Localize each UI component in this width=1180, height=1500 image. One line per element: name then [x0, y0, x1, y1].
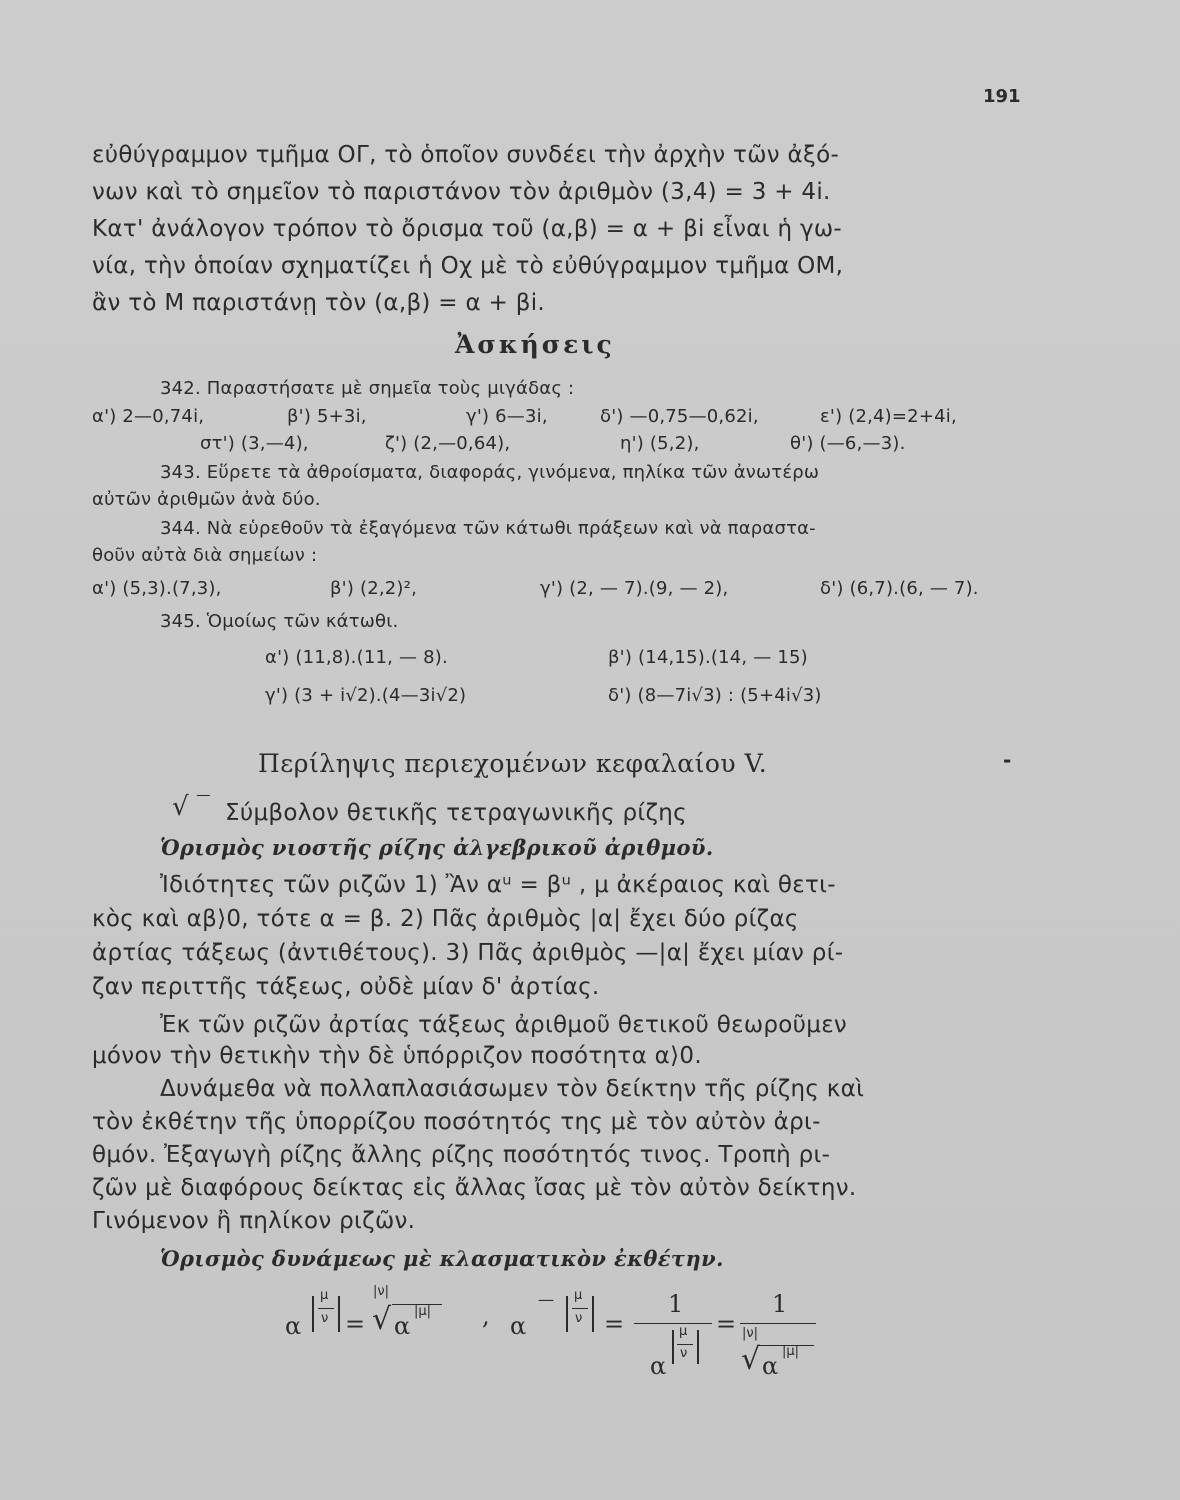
ex342-c: γ') 6—3i,	[466, 406, 548, 427]
exercises-heading: Ἀσκήσεις	[455, 330, 615, 359]
props-line-3: ἀρτίας τάξεως (ἀντιθέτους). 3) Πᾶς ἀριθμὸς —|α| ἔχει μίαν ρί-	[92, 940, 844, 966]
formula-eq-3: =	[716, 1310, 737, 1338]
den-exp-line	[677, 1344, 693, 1345]
frac-line-2	[740, 1323, 816, 1324]
exp-neg: —	[538, 1290, 554, 1309]
ex342-eta: η') (5,2),	[620, 433, 700, 454]
den-exp-num: μ	[679, 1324, 688, 1339]
intro-line-4: νία, τὴν ὁποίαν σχηματίζει ἡ Οχ μὲ τὸ εὐθύγραμμον τμῆμα ΟΜ,	[92, 253, 844, 279]
radicand-1: α	[394, 1312, 411, 1340]
root-symbol: √ ‾	[172, 792, 210, 822]
frac-line-1	[634, 1323, 712, 1324]
root-sign-2: √	[741, 1342, 761, 1377]
ex342-a: α') 2—0,74i,	[92, 406, 205, 427]
root-index-2: |ν|	[742, 1326, 759, 1341]
radicand-exp-2: |μ|	[782, 1344, 800, 1359]
ex345-c: γ') (3 + i√2).(4—3i√2)	[265, 685, 467, 706]
ex344-a: α') (5,3).(7,3),	[92, 578, 222, 599]
ex345-d: δ') (8—7i√3) : (5+4i√3)	[608, 685, 822, 706]
def-power: Ὁρισμὸς δυνάμεως μὲ κλασματικὸν ἐκθέτην.	[160, 1246, 724, 1271]
abs-bar	[697, 1330, 699, 1364]
page-number: 191	[983, 86, 1021, 107]
mult-line-2: τὸν ἐκθέτην τῆς ὑπορρίζου ποσότητός της μὲ τὸν αὐτὸν ἀρι-	[92, 1109, 821, 1135]
exp-num-2: μ	[574, 1288, 583, 1303]
ex344-b: β') (2,2)²,	[330, 578, 417, 599]
ex344-d: δ') (6,7).(6, — 7).	[820, 578, 979, 599]
ex343-line-1: 343. Εὕρετε τὰ ἀθροίσματα, διαφοράς, γινόμενα, πηλίκα τῶν ἀνωτέρω	[160, 462, 820, 483]
props-line-1: Ἰδιότητες τῶν ριζῶν 1) Ἂν αᵘ = βᵘ , μ ἀκέραιος καὶ θετι-	[160, 872, 836, 898]
even-line-2: μόνον τὴν θετικὴν τὴν δὲ ὑπόρριζον ποσότητα α⟩0.	[92, 1043, 702, 1069]
props-line-4: ζαν περιττῆς τάξεως, οὐδὲ μίαν δ' ἀρτίας.	[92, 974, 600, 1000]
ex342-e: ε') (2,4)=2+4i,	[820, 406, 957, 427]
radicand-2: α	[762, 1352, 779, 1380]
intro-line-5: ἂν τὸ Μ παριστάνῃ τὸν (α,β) = α + βi.	[92, 290, 546, 316]
abs-bar	[338, 1296, 340, 1332]
mult-line-3: θμόν. Ἐξαγωγὴ ρίζης ἄλλης ρίζης ποσότητός τινος. Τροπὴ ρι-	[92, 1142, 831, 1168]
ex342-z: ζ') (2,—0,64),	[385, 433, 511, 454]
ex342-text: 342. Παραστήσατε μὲ σημεῖα τοὺς μιγάδας :	[160, 378, 575, 399]
margin-mark: -	[1003, 748, 1012, 772]
ex345-b: β') (14,15).(14, — 15)	[608, 647, 808, 668]
exp-frac-line-2	[572, 1308, 588, 1309]
ex344-line-2: θοῦν αὐτὰ διὰ σημείων :	[92, 545, 318, 566]
ex345-a: α') (11,8).(11, — 8).	[265, 647, 448, 668]
def-root: Ὁρισμὸς νιοστῆς ρίζης ἀλγεβρικοῦ ἀριθμοῦ.	[160, 835, 714, 860]
abs-bar	[312, 1296, 314, 1332]
ex342-theta: θ') (—6,—3).	[790, 433, 906, 454]
root-sign-1: √	[372, 1302, 392, 1337]
mult-line-1: Δυνάμεθα νὰ πολλαπλασιάσωμεν τὸν δείκτην τῆς ρίζης καὶ	[160, 1076, 865, 1102]
frac-num-1: 1	[668, 1290, 684, 1318]
ex344-c: γ') (2, — 7).(9, — 2),	[540, 578, 729, 599]
exp-den-2: ν	[575, 1311, 583, 1326]
summary-heading: Περίληψις περιεχομένων κεφαλαίου V.	[258, 749, 768, 778]
root-symbol-text: Σύμβολον θετικῆς τετραγωνικῆς ρίζης	[225, 800, 687, 826]
intro-line-3: Κατ' ἀνάλογον τρόπον τὸ ὄρισμα τοῦ (α,β) = α + βi εἶναι ἡ γω-	[92, 216, 843, 242]
formula-base-2: α	[510, 1312, 527, 1340]
ex344-line-1: 344. Νὰ εὑρεθοῦν τὰ ἐξαγόμενα τῶν κάτωθι πράξεων καὶ νὰ παραστα-	[160, 518, 816, 539]
ex342-b: β') 5+3i,	[287, 406, 367, 427]
abs-bar	[592, 1296, 594, 1332]
formula-eq-1: =	[345, 1310, 366, 1338]
exp-frac-line-1	[318, 1308, 334, 1309]
even-line-1: Ἐκ τῶν ριζῶν ἀρτίας τάξεως ἀριθμοῦ θετικοῦ θεωροῦμεν	[160, 1012, 848, 1038]
mult-line-4: ζῶν μὲ διαφόρους δείκτας εἰς ἄλλας ἴσας μὲ τὸν αὐτὸν δείκτην.	[92, 1175, 857, 1201]
props-line-2: κὸς καὶ αβ⟩0, τότε α = β. 2) Πᾶς ἀριθμὸς |α| ἔχει δύο ρίζας	[92, 906, 799, 932]
root-index-1: |ν|	[373, 1284, 390, 1299]
ex345-text: 345. Ὁμοίως τῶν κάτωθι.	[160, 611, 399, 632]
formula-comma: ,	[482, 1302, 490, 1330]
intro-line-2: νων καὶ τὸ σημεῖον τὸ παριστάνον τὸν ἀριθμὸν (3,4) = 3 + 4i.	[92, 179, 831, 205]
mult-line-5: Γινόμενον ἢ πηλίκον ριζῶν.	[92, 1208, 416, 1234]
exp-num-1: μ	[320, 1288, 329, 1303]
ex343-line-2: αὐτῶν ἀριθμῶν ἀνὰ δύο.	[92, 489, 321, 510]
abs-bar	[672, 1330, 674, 1364]
abs-bar	[566, 1296, 568, 1332]
den-exp-den: ν	[680, 1346, 688, 1361]
exp-den-1: ν	[321, 1311, 329, 1326]
radicand-exp-1: |μ|	[414, 1304, 432, 1319]
ex342-st: στ') (3,—4),	[200, 433, 309, 454]
formula-base-1: α	[285, 1312, 302, 1340]
intro-line-1: εὐθύγραμμον τμῆμα ΟΓ, τὸ ὁποῖον συνδέει τὴν ἀρχὴν τῶν ἀξό-	[92, 142, 840, 168]
frac-den-base: α	[650, 1352, 667, 1380]
ex342-d: δ') —0,75—0,62i,	[600, 406, 759, 427]
frac-num-2: 1	[772, 1290, 788, 1318]
formula-eq-2: =	[604, 1310, 625, 1338]
